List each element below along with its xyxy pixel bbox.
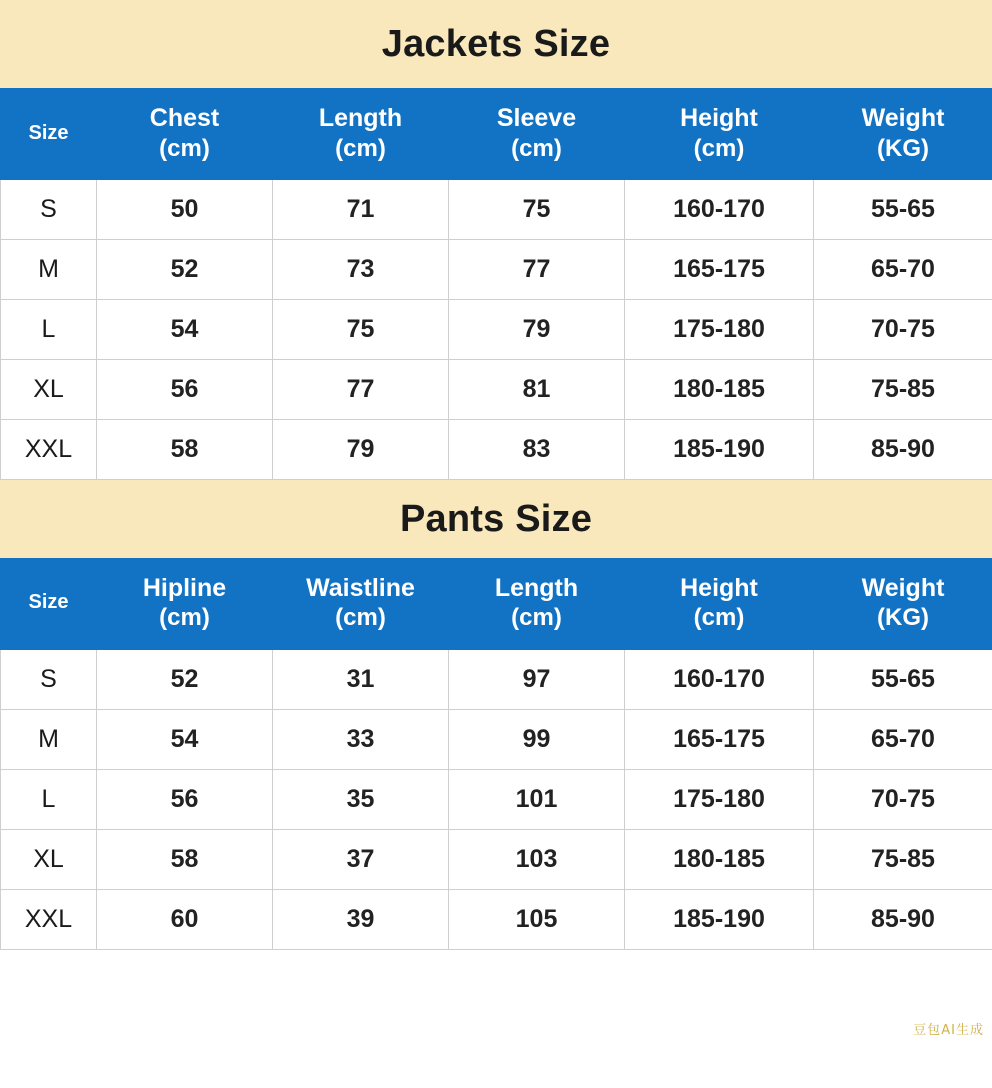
column-header-label: Chest <box>149 104 220 132</box>
jackets-size-table <box>0 88 992 480</box>
cell-value: 85-90 <box>814 419 992 479</box>
column-header-unit: (cm) <box>693 134 745 162</box>
cell-value: 97 <box>449 649 625 709</box>
cell-value: 77 <box>273 359 449 419</box>
cell-value: 75-85 <box>814 359 992 419</box>
cell-value: 70-75 <box>814 769 992 829</box>
column-header-unit: (cm) <box>511 134 562 162</box>
cell-value: 71 <box>273 179 449 239</box>
pants-table-body <box>1 649 992 949</box>
column-header-unit: (KG) <box>877 604 929 632</box>
cell-size: M <box>1 239 97 299</box>
pants-size-table <box>0 558 992 950</box>
cell-value: 185-190 <box>625 889 814 949</box>
cell-value: 79 <box>273 419 449 479</box>
cell-value: 160-170 <box>625 649 814 709</box>
column-header-label: Length <box>318 104 403 132</box>
cell-value: 101 <box>449 769 625 829</box>
cell-size: XL <box>1 359 97 419</box>
cell-value: 56 <box>97 359 273 419</box>
column-header-label: Weight <box>861 104 945 132</box>
cell-size: M <box>1 709 97 769</box>
column-header-height <box>625 89 814 180</box>
cell-value: 103 <box>449 829 625 889</box>
table-row <box>1 359 992 419</box>
column-header-size <box>1 558 97 649</box>
cell-value: 180-185 <box>625 359 814 419</box>
cell-size: XXL <box>1 889 97 949</box>
table-row <box>1 709 992 769</box>
cell-value: 75-85 <box>814 829 992 889</box>
column-header-label: Sleeve <box>496 104 577 132</box>
column-header-label: Size <box>28 591 69 614</box>
cell-value: 165-175 <box>625 709 814 769</box>
table-header-row <box>1 558 992 649</box>
column-header-unit: (cm) <box>335 134 386 162</box>
cell-value: 99 <box>449 709 625 769</box>
cell-value: 77 <box>449 239 625 299</box>
table-row <box>1 239 992 299</box>
column-header-unit: (cm) <box>159 134 210 162</box>
cell-value: 31 <box>273 649 449 709</box>
cell-value: 58 <box>97 829 273 889</box>
cell-value: 54 <box>97 709 273 769</box>
column-header-height <box>625 558 814 649</box>
cell-value: 56 <box>97 769 273 829</box>
table-row <box>1 889 992 949</box>
cell-value: 85-90 <box>814 889 992 949</box>
table-row <box>1 829 992 889</box>
jackets-table-body <box>1 179 992 479</box>
column-header-waistline <box>273 558 449 649</box>
cell-value: 55-65 <box>814 649 992 709</box>
column-header-unit: (cm) <box>335 604 386 632</box>
column-header-length <box>449 558 625 649</box>
cell-value: 75 <box>449 179 625 239</box>
cell-value: 52 <box>97 649 273 709</box>
cell-value: 175-180 <box>625 769 814 829</box>
column-header-unit: (cm) <box>511 604 562 632</box>
bottom-area <box>0 950 992 1046</box>
cell-value: 83 <box>449 419 625 479</box>
cell-size: XL <box>1 829 97 889</box>
table-row <box>1 769 992 829</box>
cell-value: 39 <box>273 889 449 949</box>
column-header-unit: (KG) <box>877 134 929 162</box>
cell-value: 75 <box>273 299 449 359</box>
table-header-row <box>1 89 992 180</box>
cell-value: 52 <box>97 239 273 299</box>
column-header-sleeve <box>449 89 625 180</box>
column-header-weight <box>814 89 992 180</box>
cell-value: 65-70 <box>814 239 992 299</box>
cell-size: S <box>1 179 97 239</box>
column-header-hipline <box>97 558 273 649</box>
jackets-title: Jackets Size <box>0 0 992 88</box>
column-header-label: Waistline <box>306 573 415 602</box>
cell-value: 50 <box>97 179 273 239</box>
cell-value: 160-170 <box>625 179 814 239</box>
column-header-weight <box>814 558 992 649</box>
pants-table-head <box>1 558 992 649</box>
column-header-label: Weight <box>861 573 945 602</box>
column-header-unit: (cm) <box>159 604 210 632</box>
table-row <box>1 179 992 239</box>
column-header-label: Size <box>28 121 69 144</box>
cell-value: 175-180 <box>625 299 814 359</box>
cell-size: S <box>1 649 97 709</box>
column-header-length <box>273 89 449 180</box>
cell-value: 58 <box>97 419 273 479</box>
cell-value: 35 <box>273 769 449 829</box>
cell-value: 37 <box>273 829 449 889</box>
cell-value: 180-185 <box>625 829 814 889</box>
cell-value: 79 <box>449 299 625 359</box>
cell-value: 65-70 <box>814 709 992 769</box>
cell-value: 73 <box>273 239 449 299</box>
table-row <box>1 299 992 359</box>
column-header-unit: (cm) <box>693 604 745 632</box>
cell-value: 70-75 <box>814 299 992 359</box>
cell-size: L <box>1 299 97 359</box>
jackets-table-head <box>1 89 992 180</box>
column-header-chest <box>97 89 273 180</box>
cell-value: 81 <box>449 359 625 419</box>
table-row <box>1 649 992 709</box>
watermark-label: 豆包AI生成 <box>913 1022 984 1038</box>
cell-size: XXL <box>1 419 97 479</box>
column-header-label: Height <box>680 104 758 132</box>
cell-size: L <box>1 769 97 829</box>
pants-title: Pants Size <box>0 480 992 558</box>
column-header-label: Hipline <box>142 573 227 602</box>
column-header-label: Length <box>494 573 579 602</box>
column-header-label: Height <box>680 573 758 602</box>
cell-value: 105 <box>449 889 625 949</box>
cell-value: 33 <box>273 709 449 769</box>
cell-value: 60 <box>97 889 273 949</box>
cell-value: 54 <box>97 299 273 359</box>
table-row <box>1 419 992 479</box>
cell-value: 165-175 <box>625 239 814 299</box>
column-header-size <box>1 89 97 180</box>
cell-value: 185-190 <box>625 419 814 479</box>
cell-value: 55-65 <box>814 179 992 239</box>
